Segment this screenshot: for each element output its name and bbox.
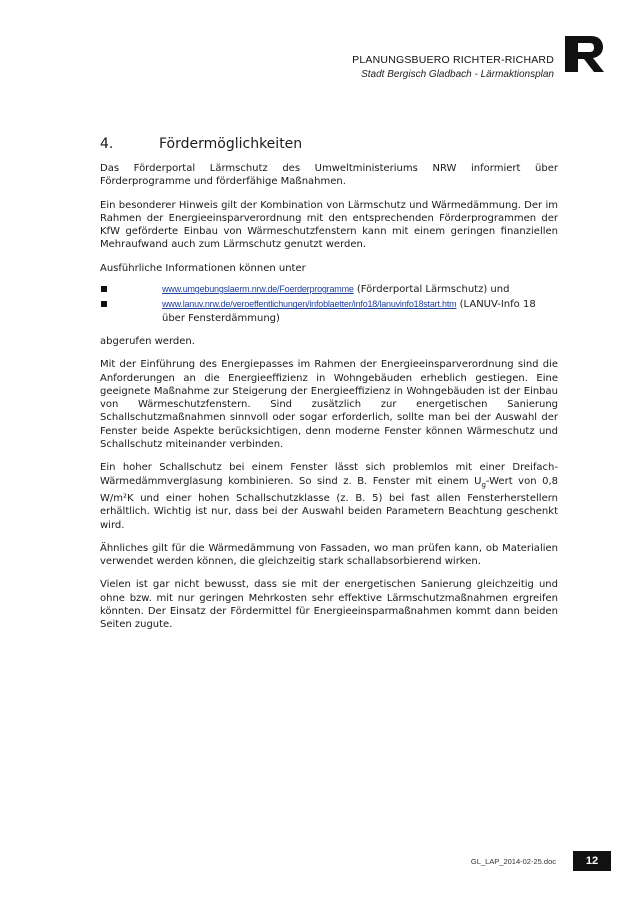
link-lanuv-info18[interactable]: www.lanuv.nrw.de/veroeffentlichungen/infoblaetter/info18/lanuvinfo18start.htm bbox=[162, 299, 457, 310]
page-header bbox=[352, 54, 554, 81]
link-suffix: (LANUV-Info 18 über Fensterdämmung) bbox=[162, 299, 536, 324]
bullet-square-icon bbox=[101, 286, 107, 292]
document-subtitle: Stadt Bergisch Gladbach - Lärmaktionsplan bbox=[361, 69, 554, 80]
section-title: Fördermöglichkeiten bbox=[159, 136, 303, 152]
paragraph-info-lead: Ausführliche Informationen können unter bbox=[100, 262, 306, 274]
bullet-square-icon bbox=[101, 301, 107, 307]
list-item bbox=[100, 298, 558, 325]
link-list bbox=[100, 283, 558, 325]
paragraph-hint: Ein besonderer Hinweis gilt der Kombination von Lärmschutz und Wärmedämmung. Der im Rahmen der Energieeinsparverordnung mit den entsprechenden Förderprogrammen der KfW geförderte Einbau von Wärmeschutzfenstern kann mit einem geringen finanziellen Mehraufwand auch zum Lärmschutz genutzt werden. bbox=[100, 199, 558, 251]
main-content bbox=[100, 135, 558, 642]
company-name: PLANUNGSBUERO RICHTER-RICHARD bbox=[352, 54, 554, 66]
paragraph-energiepass: Mit der Einführung des Energiepasses im Rahmen der Energieeinsparverordnung sind die Anforderungen an die Energieeffizienz in Wohngebäuden erheblich gestiegen. Eine geeignete Maßnahme zur Steigerung der Energieeffizienz in Wohngebäuden ist der Einbau von Wärmeschutzfenstern. Sind zusätzlich zur energetischen Sanierung Schallschutzmaßnahmen sinnvoll oder sogar erforderlich, sollte man bei der Auswahl der Fenster beide Aspekte berücksichtigen, denn moderne Fenster können Wärmeschutz und Schallschutz miteinander verbinden. bbox=[100, 359, 558, 451]
paragraph-intro: Das Förderportal Lärmschutz des Umweltministeriums NRW informiert über Förderprogramme und förderfähige Maßnahmen. bbox=[100, 163, 558, 188]
page-number-badge: 12 bbox=[573, 851, 611, 871]
company-logo-icon bbox=[563, 32, 607, 76]
link-suffix: (Förderportal Lärmschutz) und bbox=[353, 284, 510, 296]
paragraph-schallschutz: Ein hoher Schallschutz bei einem Fenster lässt sich problemlos mit einer Dreifach-Wärmedämmverglasung kombinieren. So sind z. B. Fenster mit einem $U_g$-Wert von 0,8 W/m²K und einer hohen Schallschutzklasse (z. B. 5) bei fast allen Fensterherstellern erhältlich. Wichtig ist nur, dass bei der Auswahl beiden Parametern Beachtung geschenkt wird. bbox=[100, 462, 558, 531]
paragraph-retrieved: abgerufen werden. bbox=[100, 335, 195, 347]
section-number: 4. bbox=[100, 136, 114, 152]
link-foerderprogramme[interactable]: www.umgebungslaerm.nrw.de/Foerderprogramme bbox=[162, 284, 354, 295]
paragraph-fassaden: Ähnliches gilt für die Wärmedämmung von Fassaden, wo man prüfen kann, ob Materialien verwendet werden können, die gleichzeitig stark schallabsorbierend wirken. bbox=[100, 542, 558, 568]
paragraph-sanierung: Vielen ist gar nicht bewusst, dass sie mit der energetischen Sanierung gleichzeitig und ohne bzw. mit nur geringen Mehrkosten sehr effektive Lärmschutzmaßnahmen ergreifen könnten. Der Einsatz der Fördermittel für Energieeinsparmaßnahmen kommt dann beiden Seiten zugute. bbox=[100, 579, 558, 631]
list-item bbox=[100, 283, 558, 296]
section-heading bbox=[100, 135, 558, 153]
footer-filename: GL_LAP_2014-02-25.doc bbox=[470, 857, 556, 866]
